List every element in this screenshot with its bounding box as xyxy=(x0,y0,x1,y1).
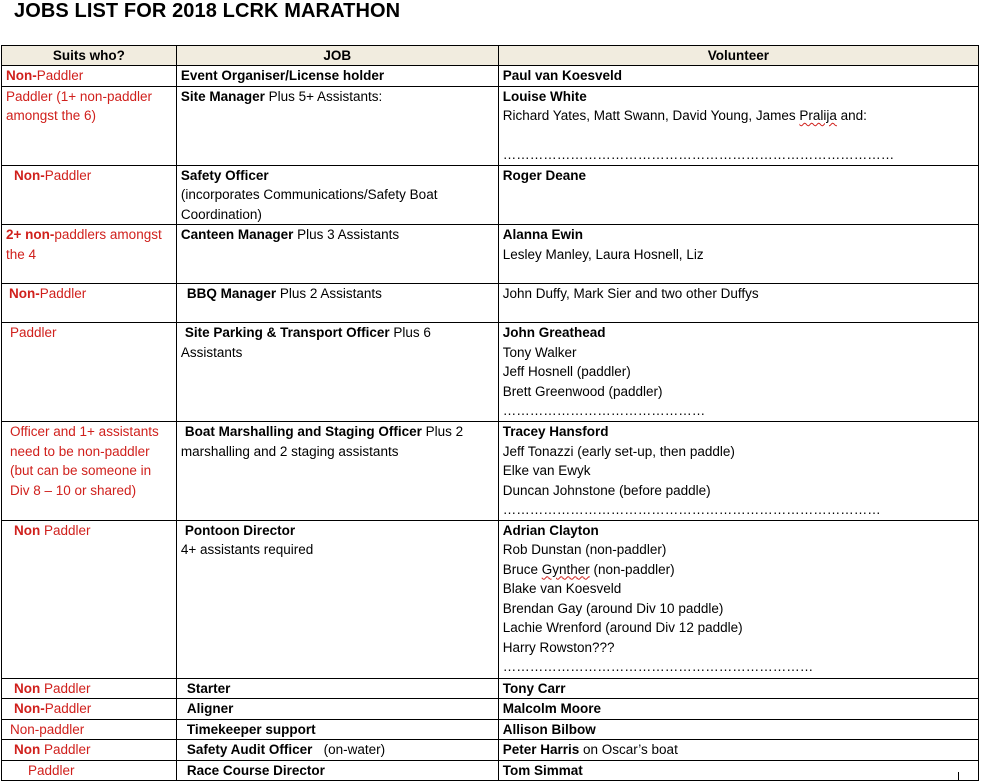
volunteer-cell: Tony Carr xyxy=(498,678,978,699)
suits-cell: Paddler xyxy=(2,323,177,422)
volunteer-cell: John Duffy, Mark Sier and two other Duffys xyxy=(498,284,978,323)
table-row xyxy=(2,719,979,740)
job-cell: Safety Audit Officer (on-water) xyxy=(176,740,498,761)
job-cell: Starter xyxy=(176,678,498,699)
job-cell: Race Course Director xyxy=(176,760,498,781)
volunteer-cell: Alanna Ewin Lesley Manley, Laura Hosnell, Liz xyxy=(498,225,978,284)
table-edge-mark xyxy=(958,772,967,780)
suits-cell: Non-Paddler xyxy=(2,284,177,323)
page-title: JOBS LIST FOR 2018 LCRK MARATHON xyxy=(14,0,401,22)
table-row xyxy=(2,760,979,781)
job-cell: Aligner xyxy=(176,699,498,720)
volunteer-cell: Allison Bilbow xyxy=(498,719,978,740)
job-cell: Canteen Manager Plus 3 Assistants xyxy=(176,225,498,284)
suits-cell: Paddler xyxy=(2,760,177,781)
table-header-row xyxy=(2,46,979,66)
job-cell: Pontoon Director 4+ assistants required xyxy=(176,520,498,678)
volunteer-cell: Tom Simmat xyxy=(498,760,978,781)
suits-cell: Non-Paddler xyxy=(2,699,177,720)
table-row xyxy=(2,225,979,284)
suits-cell: Non-paddler xyxy=(2,719,177,740)
header-job: JOB xyxy=(176,46,498,66)
job-cell: Boat Marshalling and Staging Officer Plus 2 marshalling and 2 staging assistants xyxy=(176,422,498,521)
volunteer-cell: Tracey Hansford Jeff Tonazzi (early set-up, then paddle) Elke van Ewyk Duncan Johnstone (before paddle) ………………………………………………………………………… xyxy=(498,422,978,521)
job-cell: Event Organiser/License holder xyxy=(176,66,498,87)
table-row xyxy=(2,323,979,422)
header-volunteer: Volunteer xyxy=(498,46,978,66)
volunteer-cell: Roger Deane xyxy=(498,165,978,225)
suits-cell: Paddler (1+ non-paddler amongst the 6) xyxy=(2,86,177,165)
header-suits: Suits who? xyxy=(2,46,177,66)
suits-cell: 2+ non-paddlers amongst the 4 xyxy=(2,225,177,284)
table-row xyxy=(2,520,979,678)
suits-cell: Non Paddler xyxy=(2,678,177,699)
volunteer-cell: Paul van Koesveld xyxy=(498,66,978,87)
job-cell: Timekeeper support xyxy=(176,719,498,740)
volunteer-cell: Malcolm Moore xyxy=(498,699,978,720)
job-cell: BBQ Manager Plus 2 Assistants xyxy=(176,284,498,323)
table-row xyxy=(2,422,979,521)
jobs-table xyxy=(1,45,979,781)
table-row xyxy=(2,284,979,323)
table-row xyxy=(2,740,979,761)
job-cell: Safety Officer (incorporates Communications/Safety Boat Coordination) xyxy=(176,165,498,225)
suits-cell: Non Paddler xyxy=(2,520,177,678)
volunteer-cell: John Greathead Tony Walker Jeff Hosnell (paddler) Brett Greenwood (paddler) ……………………………………… xyxy=(498,323,978,422)
suits-cell: Non-Paddler xyxy=(2,66,177,87)
table-row xyxy=(2,699,979,720)
volunteer-cell: Adrian Clayton Rob Dunstan (non-paddler) Bruce Gynther (non-paddler) Blake van Koesveld Brendan Gay (around Div 10 paddle) Lachie Wrenford (around Div 12 paddle) Harry Rowston??? …………………………………………………………… xyxy=(498,520,978,678)
suits-cell: Officer and 1+ assistants need to be non-paddler (but can be someone in Div 8 – 10 or shared) xyxy=(2,422,177,521)
suits-cell: Non Paddler xyxy=(2,740,177,761)
suits-cell: Non-Paddler xyxy=(2,165,177,225)
table-row xyxy=(2,678,979,699)
table-row xyxy=(2,66,979,87)
volunteer-cell: Louise White Richard Yates, Matt Swann, David Young, James Pralija and: …………………………………………………………………………… xyxy=(498,86,978,165)
table-row xyxy=(2,86,979,165)
volunteer-cell: Peter Harris on Oscar’s boat xyxy=(498,740,978,761)
job-cell: Site Parking & Transport Officer Plus 6 Assistants xyxy=(176,323,498,422)
job-cell: Site Manager Plus 5+ Assistants: xyxy=(176,86,498,165)
table-row xyxy=(2,165,979,225)
